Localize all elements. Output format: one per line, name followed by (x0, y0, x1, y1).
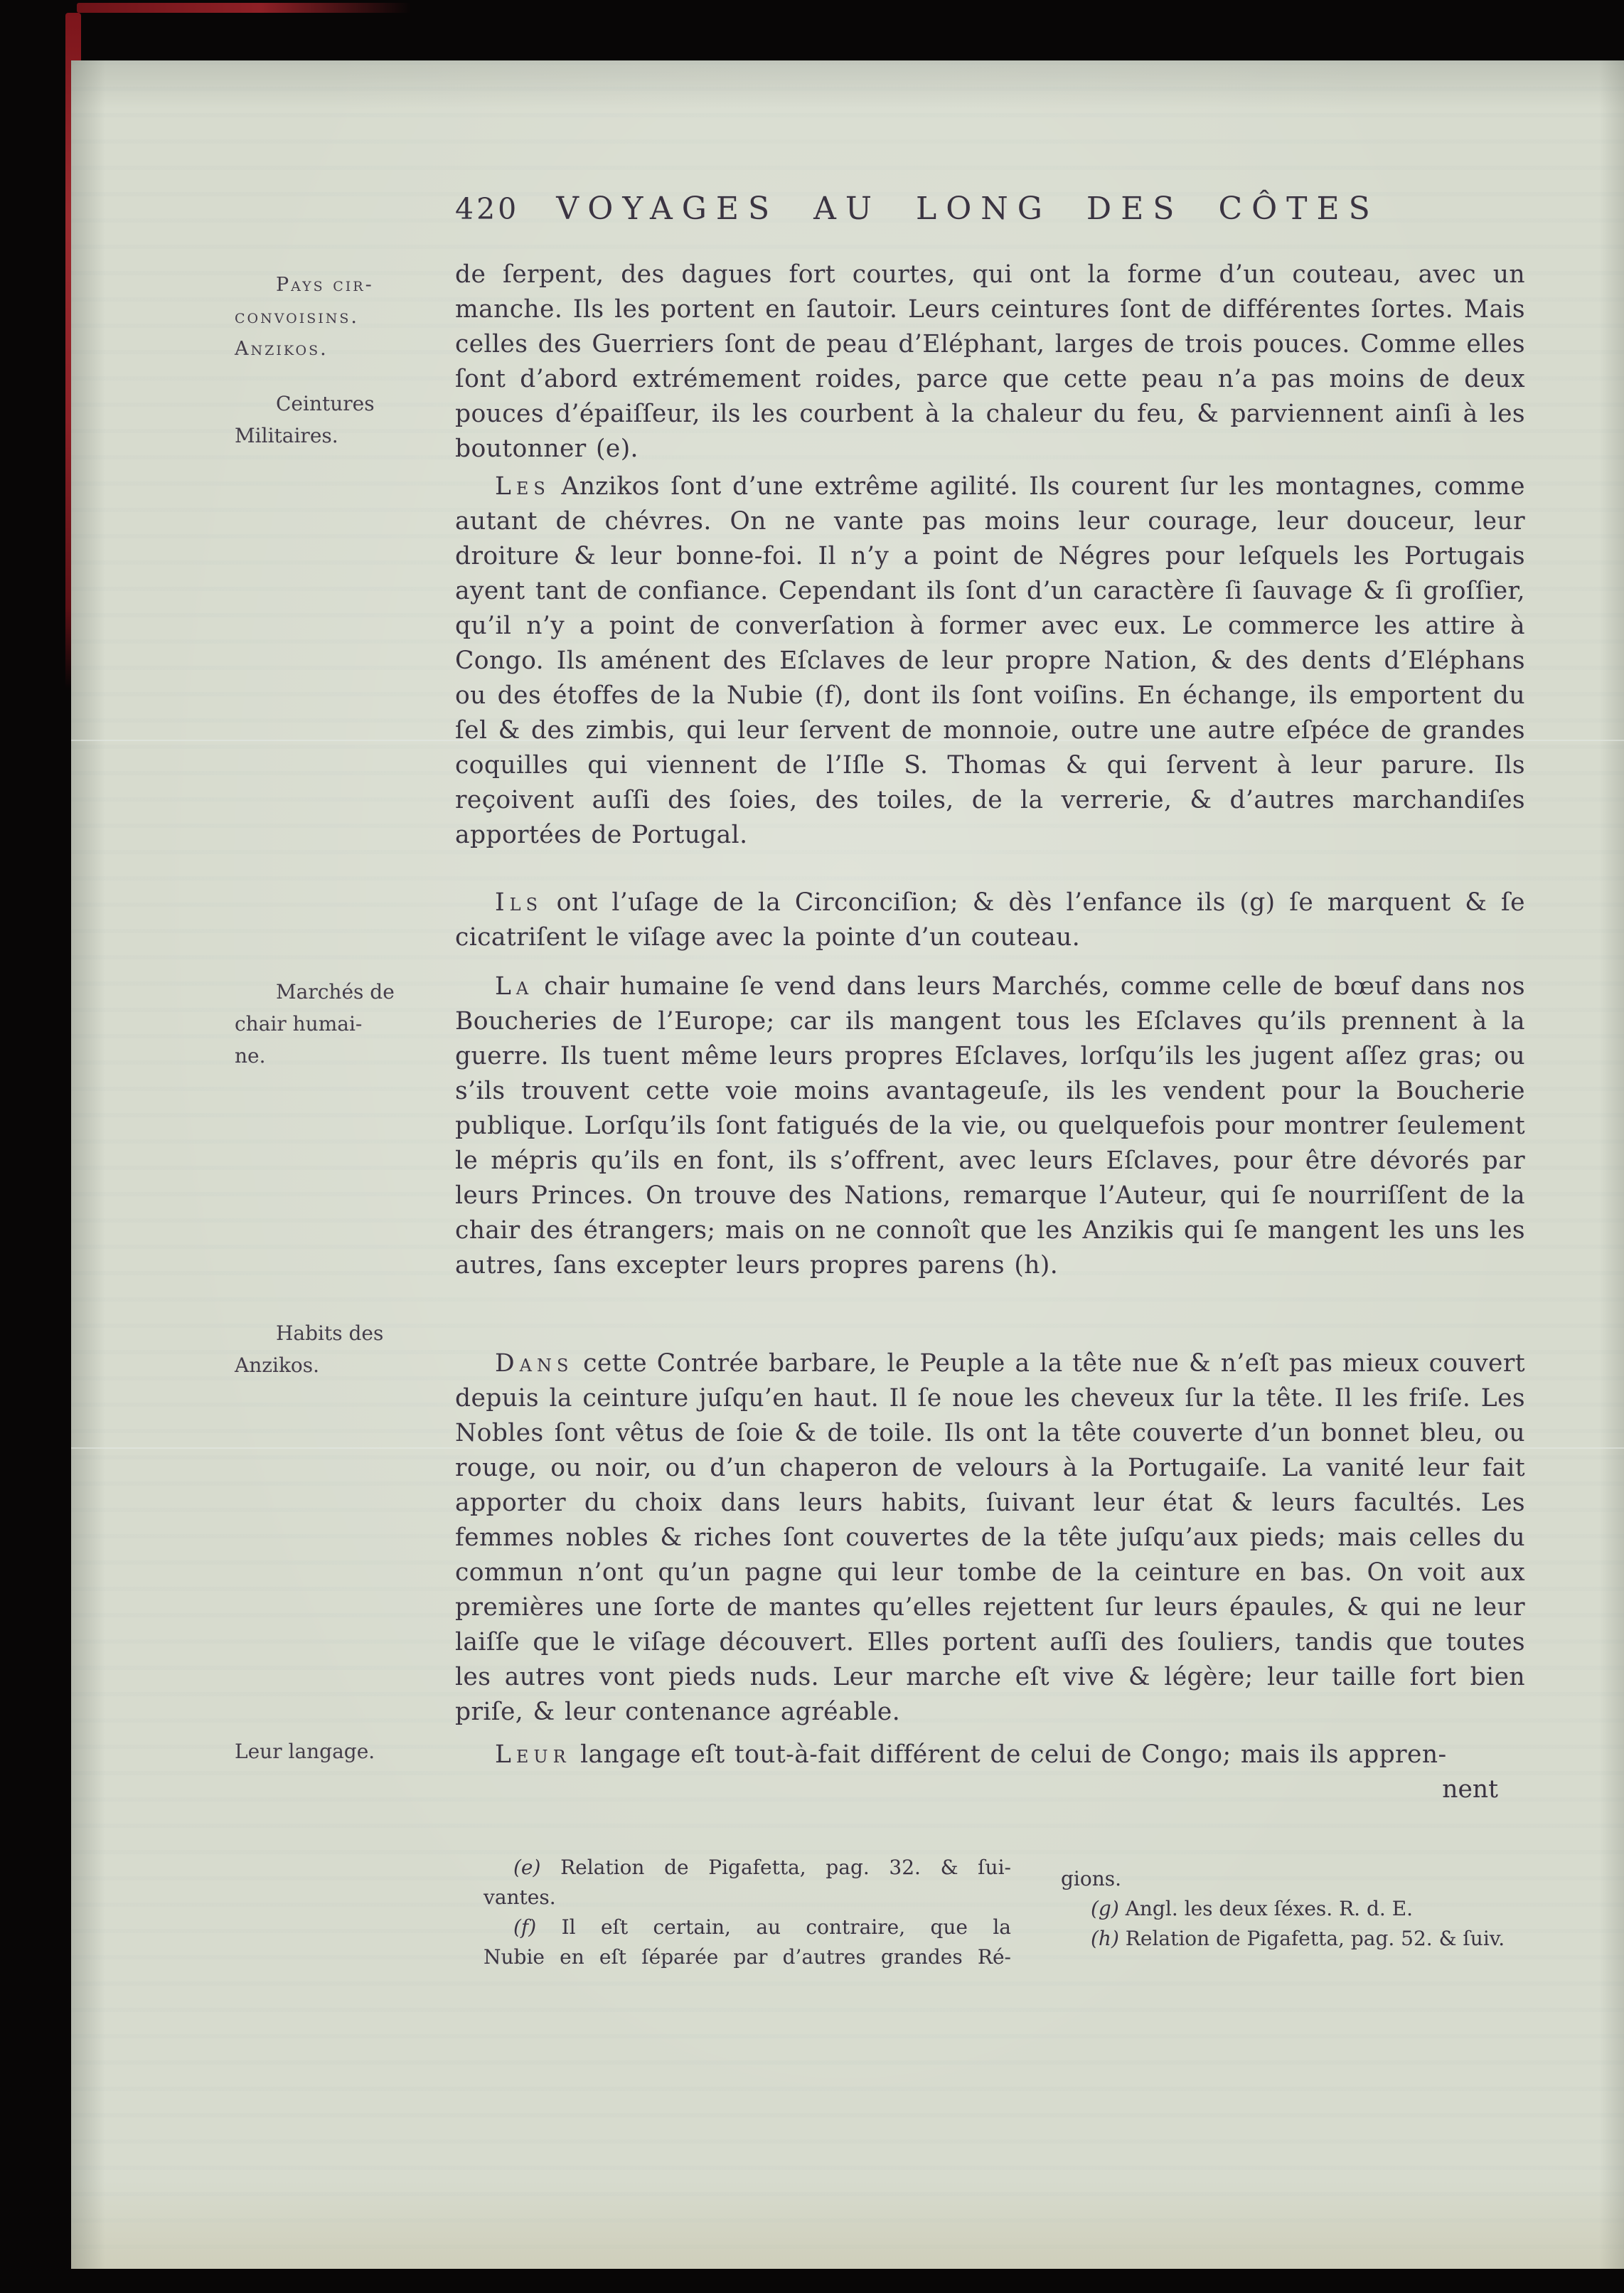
margin-note-line: ne. (235, 1044, 266, 1068)
paragraph: Ils ont l’uſage de la Circonciſion; & dès l’enfance ils (g) ſe marquent & ſe cicatriſent le viſage avec la pointe d’un couteau. (455, 888, 1525, 952)
footnote-line: vantes. (484, 1885, 556, 1909)
paragraph-lead: Les (495, 472, 550, 501)
footnote-line: (h) Relation de Pigafetta, pag. 52. & ſuiv. (1091, 1927, 1505, 1950)
margin-note-line: Marchés de (276, 980, 395, 1004)
paragraph-lead: Ils (495, 888, 543, 917)
book-edge-red-top (77, 3, 411, 13)
paragraph: de ſerpent, des dagues fort courtes, qui ont la forme d’un couteau, avec un manche. Ils les portent en ſautoir. Leurs ceintures ſont de différentes ſortes. Mais celles des Guerriers ſont de peau d’Eléphant, larges de trois pouces. Comme elles ſont d’abord extrémement roides, parce que cette peau n’a pas moins de deux pouces d’épaiſſeur, ils les courbent à la chaleur du feu, & parviennent ainſi à les boutonner (e). (455, 260, 1525, 463)
footnotes (71, 60, 1624, 2269)
footnote-line: gions. (1061, 1867, 1122, 1890)
paragraph: Leur langage eſt tout-à-fait différent de celui de Congo; mais ils appren- (495, 1740, 1447, 1769)
margin-note-line: chair humai- (235, 1012, 363, 1036)
catchword: nent (1442, 1775, 1498, 1804)
footnote-line: (g) Angl. les deux ſéxes. R. d. E. (1091, 1897, 1414, 1920)
margin-note-line: Habits des (276, 1321, 384, 1345)
margin-note-line: convoisins. (235, 306, 359, 328)
paragraph-lead: Leur (495, 1740, 571, 1769)
margin-note-line: Militaires. (235, 424, 338, 447)
footnote-marker: (g) (1091, 1897, 1119, 1920)
footnote-marker: (f) (513, 1915, 537, 1939)
footnote-marker: (e) (513, 1856, 541, 1879)
footnote-marker: (h) (1091, 1927, 1119, 1950)
footnote-line: (f) Il eſt certain, au contraire, que la (513, 1915, 1011, 1939)
paragraph: Les Anzikos ſont d’une extrême agilité. Ils courent ſur les montagnes, comme autant de chévres. On ne vante pas moins leur courage, leur douceur, leur droiture & leur bonne-foi. Il n’y a point de Négres pour leſquels les Portugais ayent tant de confiance. Cependant ils ſont d’un caractère ſi ſauvage & ſi groſſier, qu’il n’y a point de converſation à former avec eux. Le commerce les attire à Congo. Ils aménent des Eſclaves de leur propre Nation, & des dents d’Eléphans ou des étoffes de la Nubie (f), dont ils ſont voiſins. En échange, ils emportent du ſel & des zimbis, qui leur ſervent de monnoie, outre une autre eſpéce de grandes coquilles qui viennent de l’Iſle S. Thomas & qui ſervent à leur parure. Ils reçoivent auſſi des ſoies, des toiles, de la verrerie, & d’autres marchandiſes apportées de Portugal. (455, 472, 1525, 849)
paragraph: Dans cette Contrée barbare, le Peuple a la tête nue & n’eſt pas mieux couvert depuis la ceinture juſqu’en haut. Il ſe noue les cheveux ſur la tête. Il les friſe. Les Nobles ſont vêtus de ſoie & de toile. Ils ont la tête couverte d’un bonnet bleu, ou rouge, ou noir, ou d’un chaperon de velours à la Portugaiſe. La vanité leur fait apporter du choix dans leurs habits, ſuivant leur état & leurs facultés. Les femmes nobles & riches ſont couvertes de la tête juſqu’aux pieds; mais celles du commun n’ont qu’un pagne qui leur tombe de la ceinture en bas. On voit aux premières une ſorte de mantes qu’elles rejettent ſur leurs épaules, & qui ne leur laiſſe que le viſage découvert. Elles portent auſſi des ſouliers, tandis que toutes les autres vont pieds nuds. Leur marche eſt vive & légère; leur taille fort bien priſe, & leur contenance agréable. (455, 1349, 1525, 1726)
paragraph-lead: La (495, 972, 534, 1001)
margin-note-line: Anzikos. (235, 1353, 320, 1377)
margin-note-line: Pays cir- (276, 274, 374, 296)
margin-note-line: Ceintures (276, 392, 375, 415)
margin-note-line: Anzikos. (235, 338, 328, 360)
footnote-line: Nubie en eſt ſéparée par d’autres grandes Ré- (484, 1945, 1011, 1969)
paragraph-lead: Dans (495, 1349, 574, 1378)
paragraph: La chair humaine ſe vend dans leurs Marchés, comme celle de bœuf dans nos Boucheries de l’Europe; car ils mangent tous les Eſclaves qu’ils prennent à la guerre. Ils tuent même leurs propres Eſclaves, lorſqu’ils les jugent aſſez gras; ou s’ils trouvent cette voie moins avantageuſe, ils les vendent pour la Boucherie publique. Lorſqu’ils ſont fatigués de la vie, ou quelquefois pour montrer ſeulement le mépris qu’ils en font, ils s’offrent, avec leurs Eſclaves, pour être dévorés par leurs Princes. On trouve des Nations, remarque l’Auteur, qui ſe nourriſſent de la chair des étrangers; mais on ne connoît que les Anzikis qui ſe mangent les uns les autres, ſans excepter leurs propres parens (h). (455, 972, 1525, 1279)
footnote-column-right (1061, 1864, 1569, 1954)
footnote-line: (e) Relation de Pigafetta, pag. 32. & ſui- (513, 1856, 1011, 1879)
margin-note-line: Leur langage. (235, 1740, 375, 1763)
page-paper (71, 60, 1624, 2269)
running-title: VOYAGES AU LONG DES CÔTES (556, 191, 1379, 227)
footnote-column-left (484, 1853, 1011, 1972)
page-number: 420 (455, 192, 520, 226)
